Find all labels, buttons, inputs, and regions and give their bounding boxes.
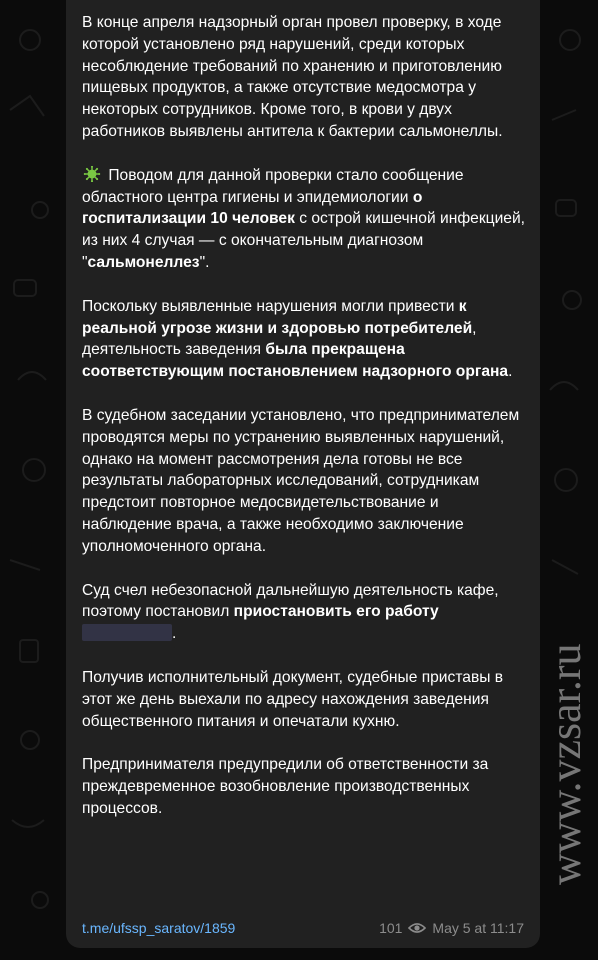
message-text bbox=[82, 12, 528, 820]
post-link[interactable]: t.me/ufssp_saratov/1859 bbox=[82, 920, 236, 936]
message-footer bbox=[82, 920, 524, 940]
message-time: May 5 at 11:17 bbox=[432, 920, 524, 936]
bold-text: приостановить его работу bbox=[233, 603, 439, 621]
redacted-block bbox=[82, 624, 172, 641]
message-paragraph: В судебном заседании установлено, что предпринимателем проводятся меры по устранению выявленных нарушений, однако на момент рассмотрения дела готовы не все результаты лабораторных исследований, сотрудникам предстоит повторное медосвидетельствование и наблюдение врача, а также необходимо заключение уполномоченного органа. bbox=[82, 406, 520, 555]
message-paragraph: Предпринимателя предупредили об ответственности за преждевременное возобновление производственных процессов. bbox=[82, 756, 489, 817]
message-paragraph: Поводом для данной проверки стало сообщение областного центра гигиены и эпидемиологии о госпитализации 10 человек с острой кишечной инфекцией, из них 4 случая — с окончательным диагнозом "сальмонеллез". bbox=[82, 166, 526, 271]
message-meta bbox=[379, 920, 524, 936]
watermark-text: www.vzsar.ru bbox=[541, 643, 590, 885]
view-count: 101 bbox=[379, 920, 403, 936]
message-paragraph: Получив исполнительный документ, судебные приставы в этот же день выехали по адресу нахождения заведения общественного питания и опечатали кухню. bbox=[82, 668, 504, 730]
virus-icon bbox=[82, 166, 102, 182]
bold-text: о госпитализации 10 человек bbox=[82, 188, 423, 228]
bold-text: сальмонеллез bbox=[87, 253, 200, 271]
message-paragraph: Поскольку выявленные нарушения могли привести к реальной угрозе жизни и здоровью потребителей, деятельность заведения была прекращена соответствующим постановлением надзорного органа. bbox=[82, 297, 513, 381]
site-watermark bbox=[540, 600, 598, 890]
message-paragraph: Суд счел небезопасной дальнейшую деятельность кафе, поэтому постановил приостановить его работу . bbox=[82, 581, 499, 643]
bold-text: к реальной угрозе жизни и здоровью потребителей bbox=[82, 297, 473, 337]
eye-icon bbox=[408, 922, 426, 934]
message-paragraph: В конце апреля надзорный орган провел проверку, в ходе которой установлено ряд нарушений, среди которых несоблюдение требований по хранению и приготовлению пищевых продуктов, а также отсутствие медосмотра у некоторых сотрудников. Кроме того, в крови у двух работников выявлены антитела к бактерии сальмонеллы. bbox=[82, 14, 503, 140]
bold-text: была прекращена соответствующим постановлением надзорного органа bbox=[82, 341, 509, 381]
message-bubble bbox=[66, 0, 540, 948]
